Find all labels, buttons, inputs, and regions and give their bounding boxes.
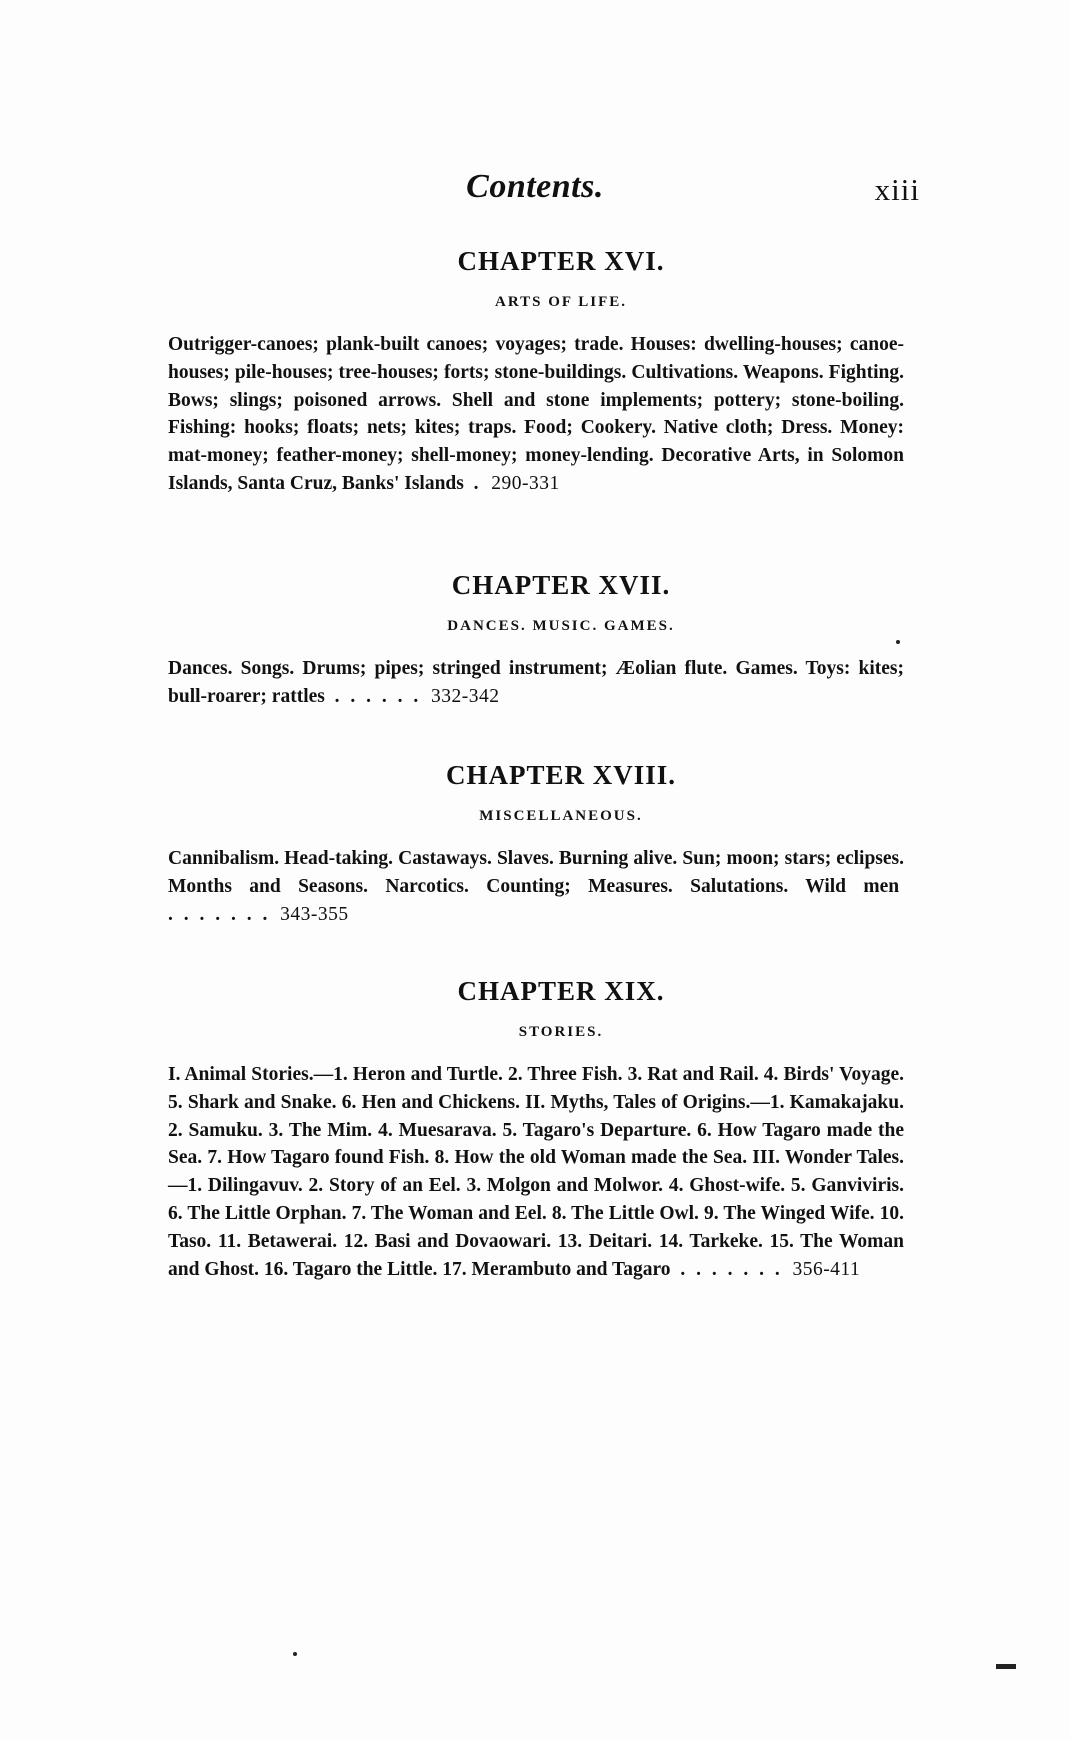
chapter-contents [168, 655, 904, 711]
print-speck [293, 1652, 297, 1656]
chapter-subtitle: STORIES. [518, 1024, 604, 1040]
chapter-subtitle: ARTS OF LIFE. [494, 294, 628, 310]
chapter-heading: CHAPTER XIX. [457, 976, 665, 1006]
chapter-summary: Dances. Songs. Drums; pipes; stringed instrument; Æolian flute. Games. Toys: kites; bull-roarer; rattles [168, 658, 904, 707]
chapter-xix [168, 976, 904, 1283]
chapter-xvi [168, 246, 904, 498]
print-mark [996, 1664, 1016, 1669]
chapter-summary: Outrigger-canoes; plank-built canoes; voyages; trade. Houses: dwelling-houses; canoe-houses; pile-houses; tree-houses; forts; stone-buildings. Cultivations. Weapons. Fighting. Bows; slings; poisoned arrows. Shell and stone implements; pottery; stone-boiling. Fishing: hooks; floats; nets; kites; traps. Food; Cookery. Native cloth; Dress. Money: mat-money; feather-money; shell-money; money-lending. Decorative Arts, in Solomon Islands, Santa Cruz, Banks' Islands [168, 334, 904, 494]
chapter-summary: Cannibalism. Head-taking. Castaways. Slaves. Burning alive. Sun; moon; stars; eclipses. Months and Seasons. Narcotics. Counting; Measures. Salutations. Wild men [168, 848, 904, 897]
page-number: xiii [874, 172, 920, 207]
page-range: 332-342 [430, 685, 500, 707]
chapter-contents [168, 1061, 904, 1283]
chapter-heading: CHAPTER XVIII. [445, 760, 677, 790]
dot-leader: . [473, 472, 482, 494]
dot-leader: . . . . . . [334, 685, 422, 707]
chapter-summary: I. Animal Stories.—1. Heron and Turtle. 2. Three Fish. 3. Rat and Rail. 4. Birds' Voyage. 5. Shark and Snake. 6. Hen and Chickens. II. Myths, Tales of Origins.—1. Kamakajaku. 2. Samuku. 3. The Mim. 4. Muesarava. 5. Tagaro's Departure. 6. How Tagaro made the Sea. 7. How Tagaro found Fish. 8. How the old Woman made the Sea. III. Wonder Tales.—1. Dilingavuv. 2. Story of an Eel. 3. Molgon and Molwor. 4. Ghost-wife. 5. Ganviviris. 6. The Little Orphan. 7. The Woman and Eel. 8. The Little Owl. 9. The Winged Wife. 10. Taso. 11. Betawerai. 12. Basi and Dovaowari. 13. Deitari. 14. Tarkeke. 15. The Woman and Ghost. 16. Tagaro the Little. 17. Merambuto and Tagaro [168, 1064, 904, 1280]
page-title: Contents. [466, 168, 604, 205]
dot-leader: . . . . . . . [680, 1258, 783, 1280]
dot-leader: . . . . . . . [168, 903, 271, 925]
page-range: 343-355 [280, 903, 349, 925]
chapter-subtitle: DANCES. MUSIC. GAMES. [447, 618, 675, 634]
page-range: 356-411 [792, 1258, 861, 1280]
chapter-xviii [168, 760, 904, 928]
chapter-contents [168, 331, 904, 498]
chapter-subtitle: MISCELLANEOUS. [479, 808, 643, 824]
chapter-heading: CHAPTER XVI. [457, 246, 665, 276]
chapter-xvii [168, 570, 904, 711]
page-range: 290-331 [491, 472, 560, 494]
print-speck [896, 640, 900, 644]
chapter-heading: CHAPTER XVII. [451, 570, 671, 600]
chapter-contents [168, 845, 904, 928]
